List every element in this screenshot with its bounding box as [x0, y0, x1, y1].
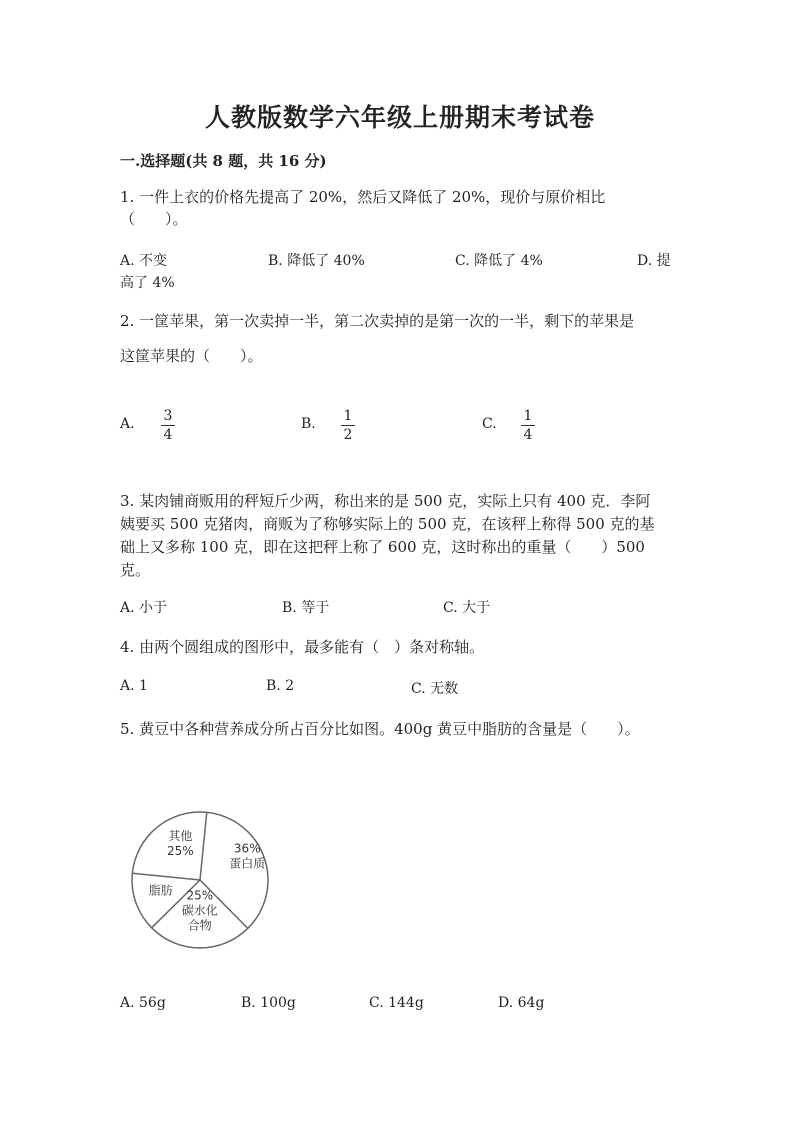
fraction-bar — [341, 425, 355, 426]
nutrition-pie-chart — [125, 805, 275, 955]
pie-label-0-1: 蛋白质 — [229, 856, 266, 871]
question-2-line-2: 这筐苹果的（ ）。 — [120, 347, 263, 365]
pie-label-1-0: 25% — [186, 888, 214, 903]
pie-label-1-1: 碳水化 — [181, 903, 218, 918]
question-1-option-d-continued: 高了 4% — [120, 275, 175, 291]
fraction-bar — [161, 425, 175, 426]
fraction-numerator: 1 — [343, 408, 353, 424]
question-4-option-a[interactable]: A. 1 — [120, 678, 148, 694]
fraction-numerator: 3 — [163, 408, 173, 424]
question-4-line-1: 4. 由两个圆组成的图形中，最多能有（ ）条对称轴。 — [120, 638, 485, 656]
question-4-option-c[interactable]: C. 无数 — [411, 681, 459, 697]
pie-label-3-0: 其他 — [168, 829, 193, 844]
question-1-line-2: （ ）。 — [120, 210, 188, 228]
question-1-line-1: 1. 一件上衣的价格先提高了 20%，然后又降低了 20%，现价与原价相比 — [120, 188, 606, 206]
question-1-option-a[interactable]: A. 不变 — [120, 253, 168, 269]
pie-label-3-1: 25% — [166, 844, 194, 859]
question-5-line-1: 5. 黄豆中各种营养成分所占百分比如图。400g 黄豆中脂肪的含量是（ ）。 — [120, 720, 640, 738]
pie-label-2-0: 脂肪 — [148, 883, 173, 898]
pie-label-0-0: 36% — [233, 841, 261, 856]
question-1-option-b[interactable]: B. 降低了 40% — [268, 253, 365, 269]
question-3-option-c[interactable]: C. 大于 — [443, 600, 491, 616]
pie-label-1-2: 合物 — [187, 918, 212, 933]
question-5-option-d[interactable]: D. 64g — [498, 995, 545, 1011]
page-title: 人教版数学六年级上册期末考试卷 — [204, 103, 595, 132]
question-2-line-1: 2. 一筐苹果，第一次卖掉一半，第二次卖掉的是第一次的一半，剩下的苹果是 — [120, 312, 635, 330]
question-2-option-b-fraction[interactable] — [338, 408, 358, 443]
question-3-line-3: 础上又多称 100 克，即在这把秤上称了 600 克，这时称出的重量（ ）500 — [120, 538, 645, 556]
question-5-option-a[interactable]: A. 56g — [120, 995, 166, 1011]
question-1-option-d[interactable]: D. 提 — [637, 253, 671, 269]
fraction-numerator: 1 — [523, 408, 533, 424]
fraction-bar — [521, 425, 535, 426]
question-2-option-a-fraction[interactable] — [158, 408, 178, 443]
question-3-line-4: 克。 — [120, 561, 151, 579]
question-3-option-a[interactable]: A. 小于 — [120, 600, 168, 616]
question-5-option-b[interactable]: B. 100g — [241, 995, 296, 1011]
question-2-option-c-label[interactable]: C. — [482, 416, 497, 432]
question-2-option-c-fraction[interactable] — [518, 408, 538, 443]
section-header: 一.选择题(共 8 题，共 16 分) — [120, 152, 327, 170]
fraction-denominator: 4 — [163, 427, 173, 443]
fraction-denominator: 4 — [523, 427, 533, 443]
question-4-option-b[interactable]: B. 2 — [266, 678, 295, 694]
fraction-denominator: 2 — [343, 427, 353, 443]
question-2-option-a-label[interactable]: A. — [120, 416, 135, 432]
question-2-option-b-label[interactable]: B. — [301, 416, 316, 432]
question-3-line-1: 3. 某肉铺商贩用的秤短斤少两，称出来的是 500 克，实际上只有 400 克．李阿 — [120, 492, 651, 510]
question-1-option-c[interactable]: C. 降低了 4% — [455, 253, 543, 269]
question-3-line-2: 姨要买 500 克猪肉，商贩为了称够实际上的 500 克，在该秤上称得 500 克的基 — [120, 515, 655, 533]
question-3-option-b[interactable]: B. 等于 — [282, 600, 330, 616]
question-5-option-c[interactable]: C. 144g — [369, 995, 424, 1011]
